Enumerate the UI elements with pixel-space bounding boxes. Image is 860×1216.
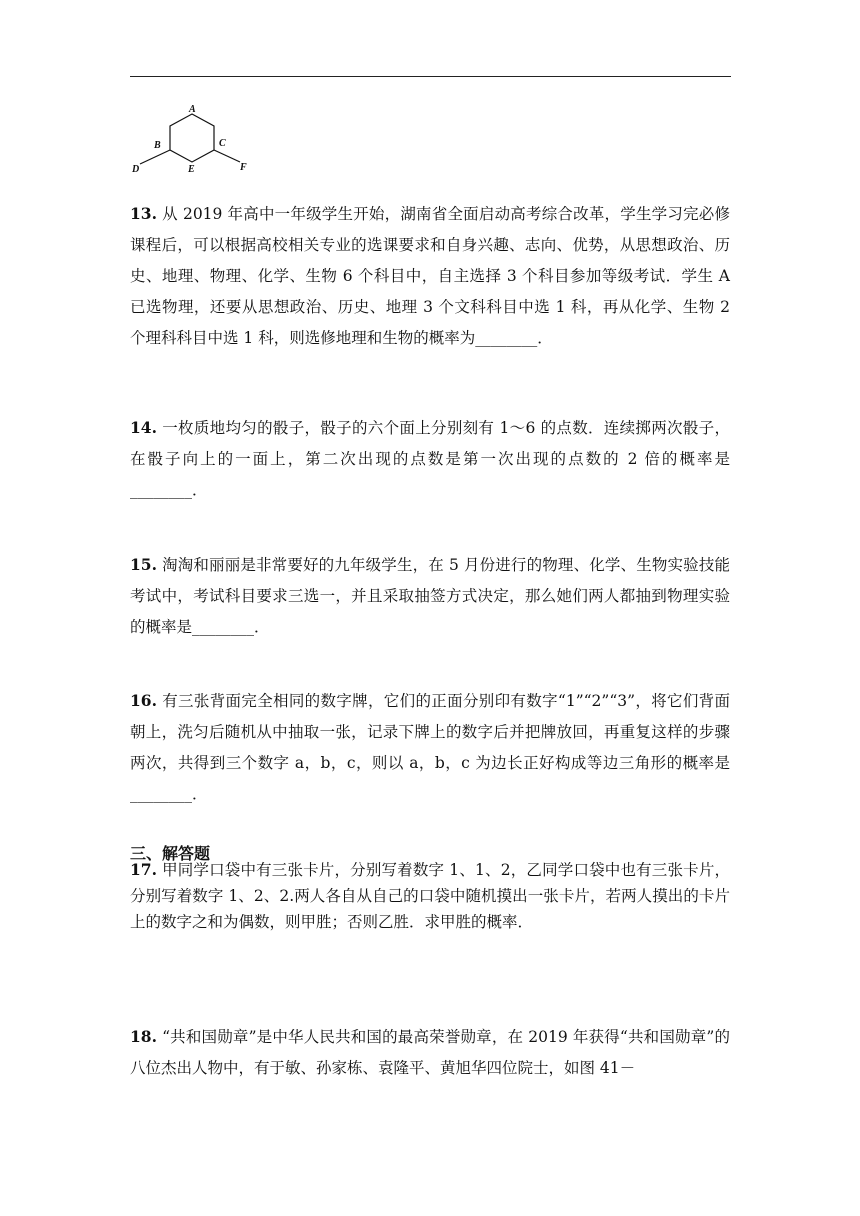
label-b: B	[154, 140, 161, 151]
hexagon-shape	[170, 114, 214, 162]
label-f: F	[240, 162, 247, 173]
question-text: 一枚质地均匀的骰子，骰子的六个面上分别刻有 1～6 的点数．连续掷两次骰子，在骰子向上的一面上，第二次出现的点数是第一次出现的点数的 2 倍的概率是________．	[130, 419, 730, 499]
question-17	[130, 857, 730, 935]
question-number: 14.	[130, 418, 157, 437]
line-bd	[140, 150, 170, 164]
question-14	[130, 412, 730, 506]
section-title: 三、解答题	[130, 844, 211, 863]
question-15	[130, 549, 730, 643]
question-16	[130, 685, 730, 810]
question-number: 18.	[130, 1027, 157, 1046]
question-number: 16.	[130, 691, 157, 710]
hexagon-figure	[128, 100, 258, 178]
line-cf	[214, 150, 240, 162]
question-text: 有三张背面完全相同的数字牌，它们的正面分别印有数字“1”“2”“3”，将它们背面朝上，洗匀后随机从中抽取一张，记录下牌上的数字后并把牌放回，再重复这样的步骤两次，共得到三个数字 a，b，c，则以 a，b，c 为边长正好构成等边三角形的概率是________．	[130, 692, 730, 803]
question-text: “共和国勋章”是中华人民共和国的最高荣誉勋章，在 2019 年获得“共和国勋章”的八位杰出人物中，有于敏、孙家栋、袁隆平、黄旭华四位院士，如图 41－	[130, 1028, 730, 1077]
question-13	[130, 198, 730, 354]
question-number: 15.	[130, 555, 157, 574]
question-text: 淘淘和丽丽是非常要好的九年级学生，在 5 月份进行的物理、化学、生物实验技能考试中，考试科目要求三选一，并且采取抽签方式决定，那么她们两人都抽到物理实验的概率是________．	[130, 556, 730, 636]
header-rule	[130, 76, 731, 77]
label-e: E	[188, 164, 195, 175]
question-text: 从 2019 年高中一年级学生开始，湖南省全面启动高考综合改革，学生学习完必修课程后，可以根据高校相关专业的选课要求和自身兴趣、志向、优势，从思想政治、历史、地理、物理、化学、生物 6 个科目中，自主选择 3 个科目参加等级考试．学生 A 已选物理，还要从思想政治、历史、地理 3 个文科科目中选 1 科，再从化学、生物 2 个理科科目中选 1 科，则选修地理和生物的概率为________．	[130, 205, 730, 347]
label-d: D	[132, 164, 140, 175]
question-number: 17.	[130, 860, 157, 879]
question-number: 13.	[130, 204, 157, 223]
question-text: 甲同学口袋中有三张卡片，分别写着数字 1、1、2，乙同学口袋中也有三张卡片，分别写着数字 1、2、2.两人各自从自己的口袋中随机摸出一张卡片，若两人摸出的卡片上的数字之和为偶数，则甲胜；否则乙胜．求甲胜的概率．	[130, 861, 730, 931]
question-18	[130, 1021, 730, 1084]
label-c: C	[219, 138, 226, 149]
label-a: A	[189, 104, 196, 115]
